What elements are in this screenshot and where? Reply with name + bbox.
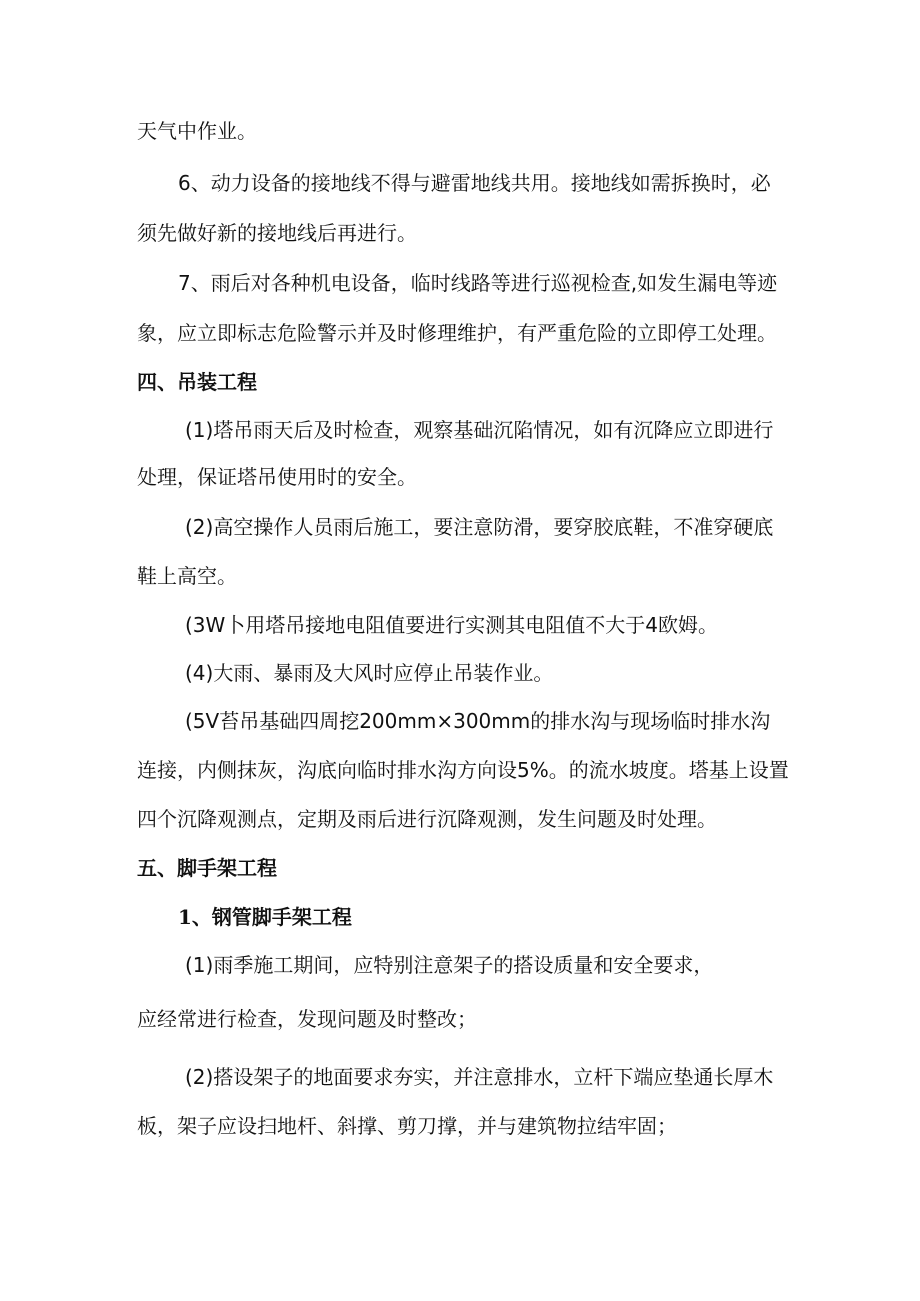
text-line: 处理，保证塔吊使用时的安全。 — [137, 465, 417, 489]
text-line: 连接，内侧抹灰，沟底向临时排水沟方向设5%。的流水坡度。塔基上设置 — [137, 758, 789, 782]
text-line: 须先做好新的接地线后再进行。 — [137, 221, 417, 245]
text-line: 7、雨后对各种机电设备，临时线路等进行巡视检查,如发生漏电等迹 — [178, 271, 778, 295]
text-line: 四个沉降观测点，定期及雨后进行沉降观测，发生问题及时处理。 — [137, 807, 717, 831]
text-line: (5V苔吊基础四周挖200mm×300mm的排水沟与现场临时排水沟 — [185, 709, 771, 733]
text-line: (2)高空操作人员雨后施工，要注意防滑，要穿胶底鞋，不准穿硬底 — [185, 515, 774, 539]
text-line: (4)大雨、暴雨及大风时应停止吊装作业。 — [185, 661, 554, 685]
text-line: (1)雨季施工期间，应特别注意架子的搭设质量和安全要求， — [185, 953, 714, 977]
text-line: (2)搭设架子的地面要求夯实，并注意排水，立杆下端应垫通长厚木 — [185, 1065, 774, 1089]
text-line: (1)塔吊雨天后及时检查，观察基础沉陷情况，如有沉降应立即进行 — [185, 418, 774, 442]
text-line: 应经常进行检查，发现问题及时整改； — [137, 1007, 477, 1031]
text-line: 天气中作业。 — [137, 119, 257, 143]
section-heading: 四、吊装工程 — [137, 370, 257, 394]
text-line: 板，架子应设扫地杆、斜撑、剪刀撑，并与建筑物拉结牢固； — [137, 1114, 677, 1138]
text-line: 6、动力设备的接地线不得与避雷地线共用。接地线如需拆换时，必 — [178, 171, 771, 195]
text-line: 象，应立即标志危险警示并及时修理维护，有严重危险的立即停工处理。 — [137, 321, 777, 345]
text-line: (3W卜用塔吊接地电阻值要进行实测其电阻值不大于4欧姆。 — [185, 613, 719, 637]
subsection-heading: 1、钢管脚手架工程 — [178, 905, 352, 929]
section-heading: 五、脚手架工程 — [137, 856, 277, 880]
text-line: 鞋上高空。 — [137, 564, 237, 588]
